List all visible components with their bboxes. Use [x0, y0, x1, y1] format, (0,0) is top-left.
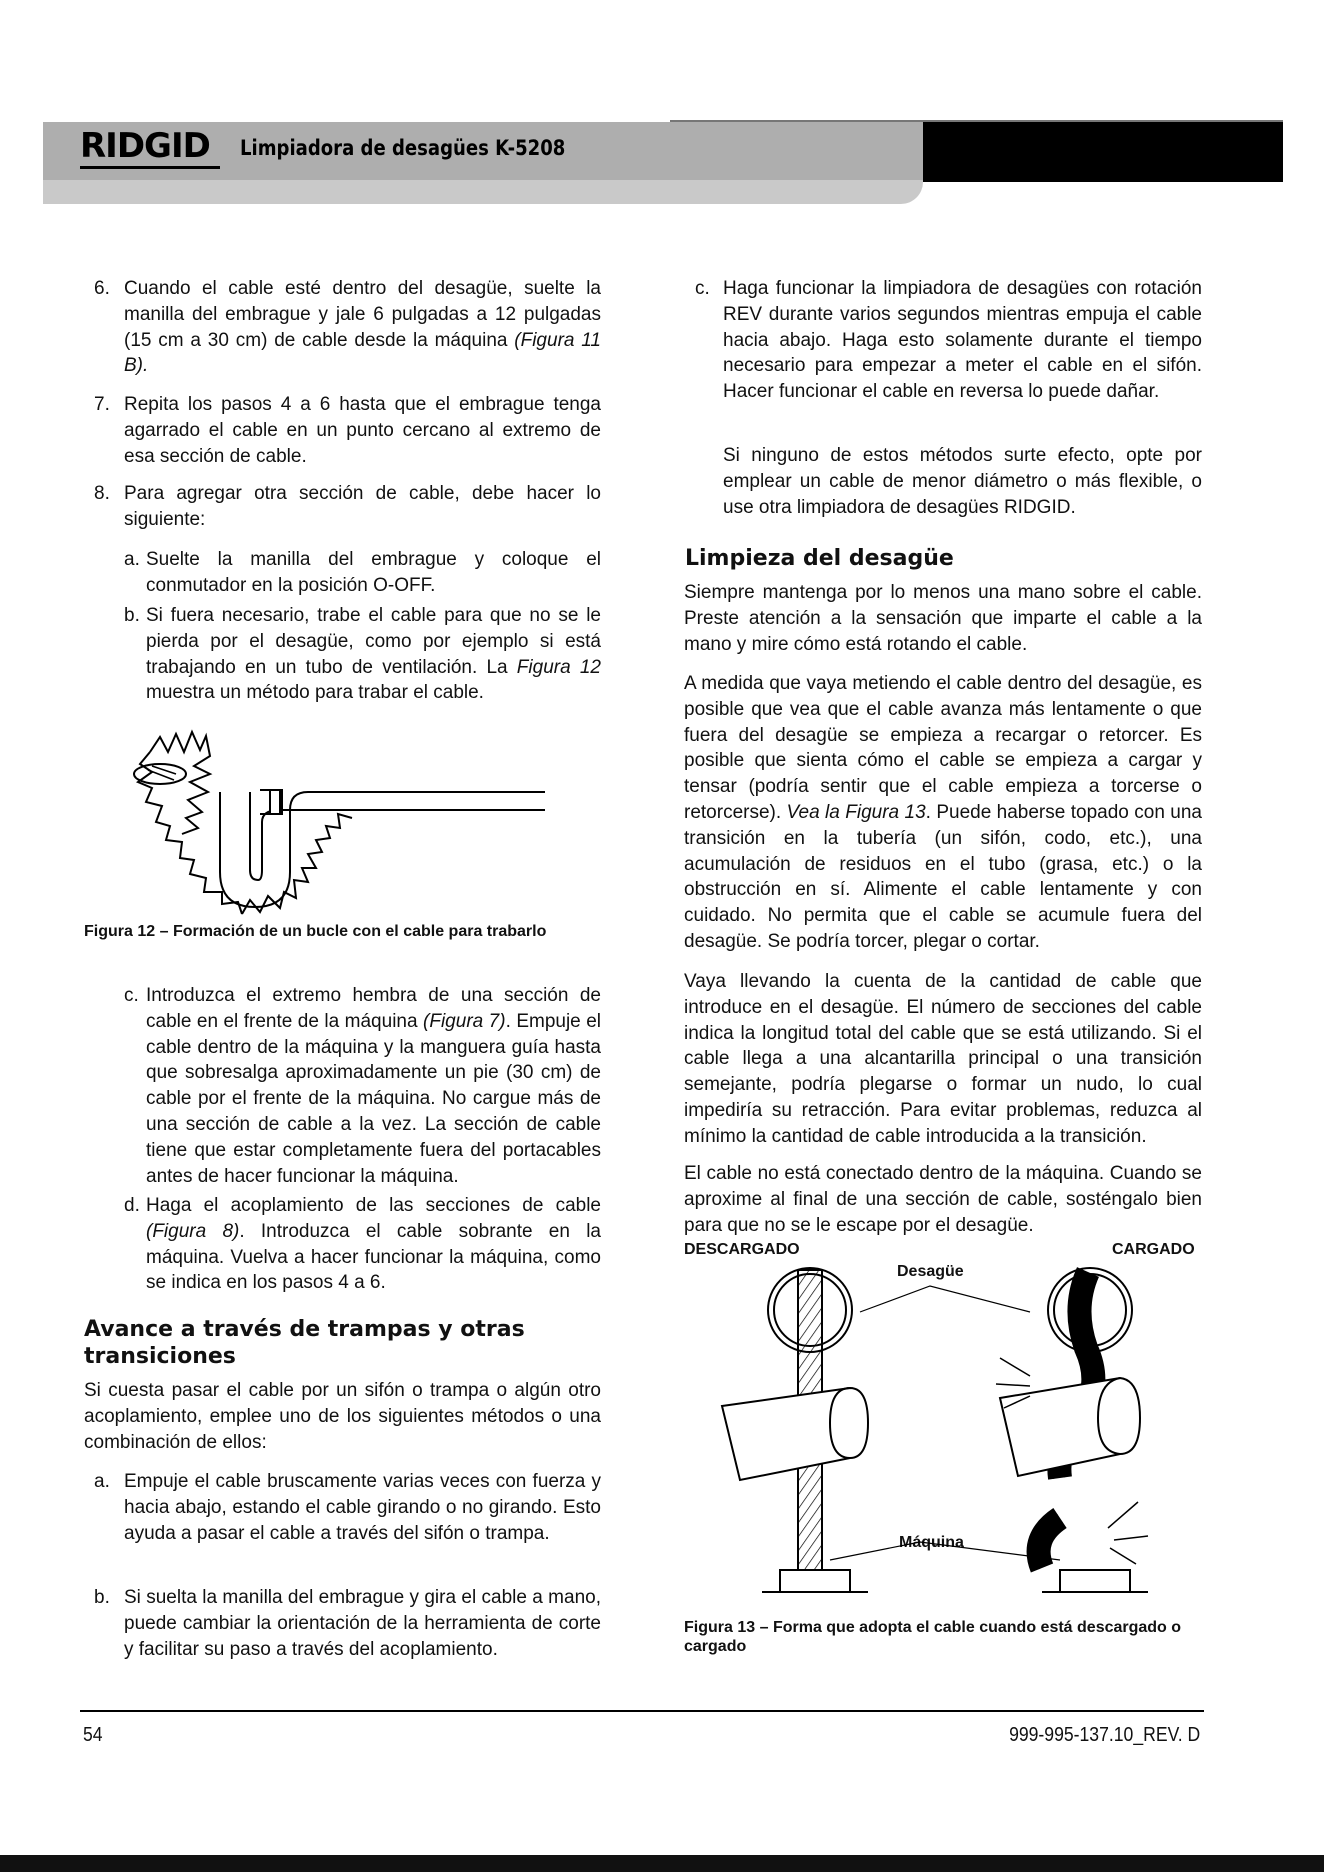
method-c-text: Haga funcionar la limpiadora de desagües con rotación REV durante varios segundos mientras empuja el cable hacia abajo. Haga esto solamente durante el tiempo necesario para empezar a meter el cable en el sifón. Hacer funcionar el cable en reversa lo puede dañar. — [723, 278, 1202, 403]
methods-note: Si ninguno de estos métodos surte efecto, opte por emplear un cable de menor diámetro o más flexible, o use otra limpiadora de desagües RIDGID. — [723, 445, 1202, 518]
label-loaded: CARGADO — [1112, 1241, 1195, 1258]
logo-underline — [80, 166, 220, 169]
step-7-number: 7. — [94, 394, 110, 415]
document-code: 999-995-137.10_REV. D — [1008, 1724, 1200, 1746]
step-7-text: Repita los pasos 4 a 6 hasta que el embrague tenga agarrado el cable en un punto cercano al extremo de esa sección de cable. — [124, 394, 601, 467]
footer-rule — [80, 1710, 1204, 1712]
label-unloaded: DESCARGADO — [684, 1241, 800, 1258]
header-bar-lower — [43, 180, 923, 204]
section-heading-traps: Avance a través de trampas y otras transiciones — [84, 1317, 525, 1369]
sub-b-text: Si fuera necesario, trabe el cable para que no se le pierda por el desagüe, como por ejemplo si está trabajando en un tubo de ventilación. La Figura 12 muestra un método para trabar el cable. — [146, 605, 601, 704]
traps-intro: Si cuesta pasar el cable por un sifón o trampa o algún otro acoplamiento, emplee uno de los siguientes métodos o una combinación de ellos: — [84, 1380, 601, 1453]
header-title: Limpiadora de desagües K-5208 — [240, 136, 566, 160]
figure-13-caption: Figura 13 – Forma que adopta el cable cuando está descargado o cargado — [684, 1619, 1182, 1655]
label-drain: Desagüe — [897, 1263, 964, 1280]
sub-a-text: Suelte la manilla del embrague y coloque el conmutador en la posición O-OFF. — [146, 549, 601, 596]
section-heading-cleaning: Limpieza del desagüe — [685, 546, 954, 571]
sub-a-number: a. — [124, 549, 140, 570]
figure-12-caption: Figura 12 – Formación de un bucle con el cable para trabarlo — [84, 923, 547, 940]
sub-c-number: c. — [124, 985, 139, 1006]
cleaning-paragraph-3: Vaya llevando la cuenta de la cantidad de cable que introduce en el desagüe. El número de secciones del cable indica la longitud total del cable que se está utilizando. Si el cable llega a una alcantarilla principal o una transición semejante, podría plegarse o formar un nudo, lo cual impediría su retracción. Para evitar problemas, reduzca al mínimo la cantidad de cable introducida a la transición. — [684, 971, 1202, 1147]
method-c-number: c. — [695, 278, 710, 299]
method-b-text: Si suelta la manilla del embrague y gira el cable a mano, puede cambiar la orientación de la herramienta de corte y facilitar su paso a través del acoplamiento. — [124, 1587, 601, 1660]
sub-d-text: Haga el acoplamiento de las secciones de cable (Figura 8). Introduzca el cable sobrante en la máquina. Vuelva a hacer funcionar la máquina, como se indica en los pasos 4 a 6. — [146, 1195, 601, 1294]
sub-c-text: Introduzca el extremo hembra de una sección de cable en el frente de la máquina (Figura 7). Empuje el cable dentro de la máquina y la manguera guía hasta que sobresalga aproximadamente un pie (30 cm) de cable por el frente de la máquina. No cargue más de una sección de cable a la vez. La sección de cable tiene que estar completamente fuera del portacables antes de hacer funcionar la máquina. — [146, 985, 602, 1187]
step-6-text: Cuando el cable esté dentro del desagüe, suelte la manilla del embrague y jale 6 pulgadas a 12 pulgadas (15 cm a 30 cm) de cable desde la máquina (Figura 11 B). — [124, 278, 601, 377]
figure-12-trap-loop — [130, 722, 560, 917]
method-a-text: Empuje el cable bruscamente varias veces con fuerza y hacia abajo, estando el cable girando o no girando. Esto ayuda a pasar el cable a través del sifón o trampa. — [124, 1471, 601, 1544]
step-6-number: 6. — [94, 278, 110, 299]
sub-d-number: d. — [124, 1195, 140, 1216]
figure-13-cable-shapes — [700, 1258, 1160, 1603]
sub-b-number: b. — [124, 605, 140, 626]
step-8-text: Para agregar otra sección de cable, debe hacer lo siguiente: — [124, 483, 601, 530]
header-black-block — [923, 122, 1283, 182]
method-a-number: a. — [94, 1471, 110, 1492]
step-8-number: 8. — [94, 483, 110, 504]
bottom-border — [0, 1855, 1324, 1872]
cleaning-paragraph-1: Siempre mantenga por lo menos una mano sobre el cable. Preste atención a la sensación que imparte el cable a la mano y mire cómo está rotando el cable. — [684, 582, 1202, 655]
cleaning-paragraph-4: El cable no está conectado dentro de la máquina. Cuando se aproxime al final de una sección de cable, sosténgalo bien para que no se le escape por el desagüe. — [684, 1163, 1202, 1236]
cleaning-paragraph-2: A medida que vaya metiendo el cable dentro del desagüe, es posible que vea que el cable avanza más lentamente o que fuera del desagüe se empieza a recargar o retorcer. Es posible que sienta cómo el cable se empieza a cargar y tensar (podría sentir que el cable empieza a torcerse o retorcerse). Vea la Figura 13. Puede haberse topado con una transición en la tubería (un sifón, codo, etc.), una acumulación de residuos en el tubo (grasa, etc.) o la obstrucción en sí. Alimente el cable lentamente y con cuidado. No permita que el cable se acumule fuera del desagüe. Se podría torcer, plegar o cortar. — [684, 673, 1202, 952]
ridgid-logo: RIDGID — [80, 126, 210, 166]
label-machine: Máquina — [899, 1534, 964, 1551]
method-b-number: b. — [94, 1587, 110, 1608]
page-number: 54 — [83, 1724, 103, 1746]
